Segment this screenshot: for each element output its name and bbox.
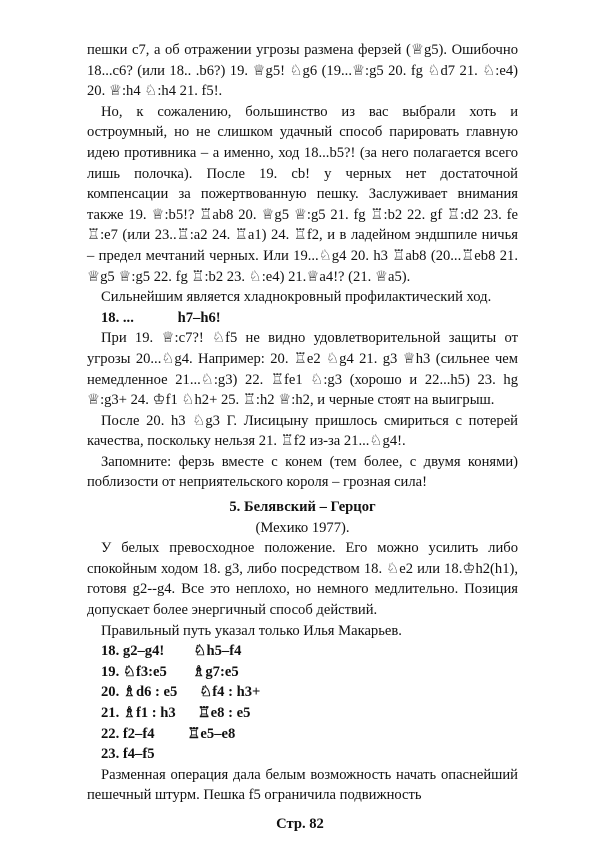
paragraph: Сильнейшим является хладнокровный профилактический ход.	[101, 289, 492, 306]
game-venue: (Мехико 1977).	[255, 519, 350, 536]
paragraph: Правильный путь указал только Илья Макарьев.	[101, 622, 402, 639]
paragraph: После 20. h3 ♘g3 Г. Лисицыну пришлось смириться с потерей качества, поскольку нельзя 21. ♖f2 из-за 21...♘g4!.	[87, 412, 518, 450]
paragraph: Но, к сожалению, большинство из вас выбрали хоть и остроумный, но не слишком удачный способ парировать главную идею противника – а именно, ход 18...b5?! (за него полагается всего лишь полочка). После 19. cb! у черных нет достаточной компенсации за пожертвованную пешку. Заслуживает внимания также 19. ♕:b5!? ♖ab8 20. ♕g5 ♕:g5 21. fg ♖:b2 22. gf ♖:d2 23. fe ♖:e7 (или 23..♖:a2 24. ♖a1) 24. ♖f2, и в ладейном эндшпиле ничья – предел мечтаний черных. Или 19...♘g4 20. h3 ♖ab8 (20...♖eb8 21. ♕g5 ♕:g5 22. fg ♖:b2 23. ♘:e4) 21.♕a4!? (21. ♕a5).	[87, 103, 518, 285]
move-line: 19. ♘f3:e5 ♗g7:e5	[101, 663, 239, 680]
game-heading: 5. Белявский – Герцог	[229, 499, 376, 516]
paragraph: При 19. ♕:c7?! ♘f5 не видно удовлетворительной защиты от угрозы 20...♘g4. Например: 20. ♖e2 ♘g4 21. g3 ♕h3 (сильнее чем немедленное 21...♘:g3) 22. ♖fe1 ♘:g3 (хорошо и 22...h5) 23. hg ♕:g3+ 24. ♔f1 ♘h2+ 25. ♖:h2 ♕:h2, и черные стоят на выигрыш.	[87, 330, 518, 409]
paragraph: пешки c7, а об отражении угрозы размена ферзей (♕g5). Ошибочно 18...c6? (или 18.. .b6?) 19. ♕g5! ♘g6 (19...♕:g5 20. fg ♘d7 21. ♘:e4) 20. ♕:h4 ♘:h4 21. f5!.	[87, 42, 518, 100]
page-number: Стр. 82	[276, 816, 324, 832]
move-line: 20. ♗d6 : e5 ♘f4 : h3+	[101, 684, 261, 701]
paragraph: У белых превосходное положение. Его можно усилить либо спокойным ходом 18. g3, либо посредством 18. ♘e2 или 18.♔h2(h1), готовя g2--g4. Все это неплохо, но немного медлительно. Позиция допускает более энергичный способ действий.	[87, 540, 518, 619]
move-line: 18. ... h7–h6!	[101, 309, 221, 326]
move-line: 18. g2–g4! ♘h5–f4	[101, 643, 242, 660]
move-line: 21. ♗f1 : h3 ♖e8 : e5	[101, 705, 251, 721]
paragraph: Разменная операция дала белым возможность начать опаснейший пешечный штурм. Пешка f5 ограничила подвижность	[87, 766, 518, 804]
move-line: 23. f4–f5	[101, 746, 155, 763]
move-line: 22. f2–f4 ♖e5–e8	[101, 725, 236, 742]
text-column	[87, 40, 518, 806]
paragraph: Запомните: ферзь вместе с конем (тем более, с двумя конями) поблизости от неприятельского короля – грозная сила!	[87, 453, 518, 491]
